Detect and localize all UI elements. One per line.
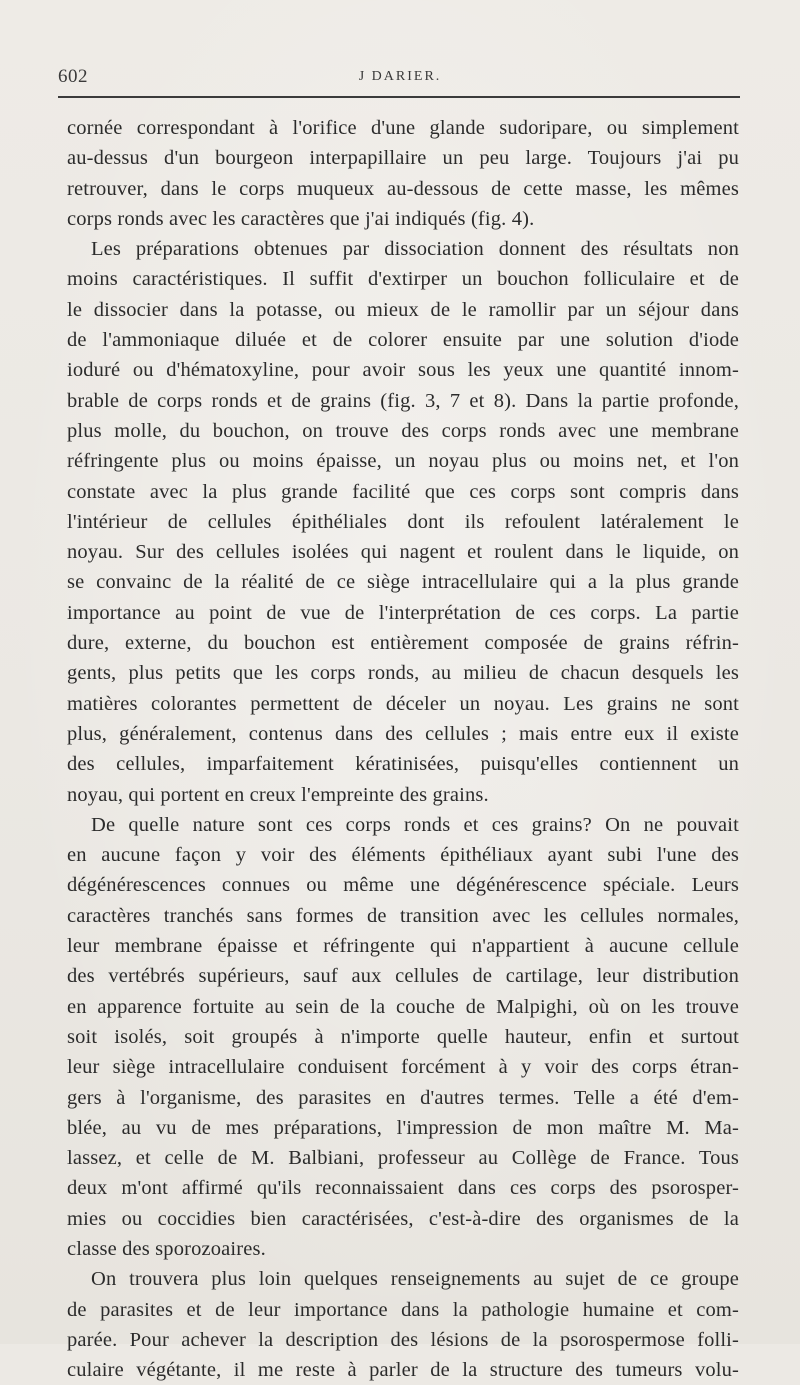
text-line: le dissocier dans la potasse, ou mieux de le ramollir par un séjour dans (67, 298, 739, 321)
text-line: culaire végétante, il me reste à parler de la structure des tumeurs volu- (67, 1359, 739, 1382)
text-line: classe des sporozoaires. (67, 1237, 266, 1260)
text-line: parée. Pour achever la description des lésions de la psorospermose folli- (67, 1328, 739, 1351)
text-line: l'intérieur de cellules épithéliales dont ils refoulent latéralement le (67, 510, 739, 533)
paragraph (67, 113, 739, 234)
text-line: plus, généralement, contenus dans des cellules ; mais entre eux il existe (67, 722, 739, 745)
text-line: cornée correspondant à l'orifice d'une glande sudoripare, ou simplement (67, 117, 739, 139)
paragraph (67, 810, 739, 1264)
text-line: moins caractéristiques. Il suffit d'extirper un bouchon folliculaire et de (67, 268, 739, 291)
header-rule (58, 96, 740, 98)
text-line: ioduré ou d'hématoxyline, pour avoir sous les yeux une quantité innom- (67, 359, 739, 382)
text-line: leur membrane épaisse et réfringente qui n'appartient à aucune cellule (67, 935, 739, 958)
text-line: plus molle, du bouchon, on trouve des corps ronds avec une membrane (67, 419, 739, 442)
body-text (67, 113, 739, 1385)
text-line: mies ou coccidies bien caractérisées, c'est-à-dire des organismes de la (67, 1207, 739, 1230)
paragraph (67, 1264, 739, 1385)
text-line: lassez, et celle de M. Balbiani, professeur au Collège de France. Tous (67, 1147, 739, 1170)
text-line: de l'ammoniaque diluée et de colorer ensuite par une solution d'iode (67, 329, 739, 352)
text-line: blée, au vu de mes préparations, l'impression de mon maître M. Ma- (67, 1116, 739, 1139)
text-line: soit isolés, soit groupés à n'importe quelle hauteur, enfin et surtout (67, 1025, 739, 1048)
text-line: en apparence fortuite au sein de la couche de Malpighi, où on les trouve (67, 995, 739, 1018)
text-line: De quelle nature sont ces corps ronds et ces grains? On ne pouvait (91, 813, 739, 836)
text-line: leur siège intracellulaire conduisent forcément à y voir des corps étran- (67, 1056, 739, 1079)
text-line: constate avec la plus grande facilité que ces corps sont compris dans (67, 480, 739, 503)
text-line: retrouver, dans le corps muqueux au-dessous de cette masse, les mêmes (67, 177, 739, 200)
text-line: deux m'ont affirmé qu'ils reconnaissaient dans ces corps des psorosper- (67, 1177, 739, 1200)
running-head (58, 64, 742, 90)
text-line: gers à l'organisme, des parasites en d'autres termes. Telle a été d'em- (67, 1086, 739, 1109)
text-line: corps ronds avec les caractères que j'ai indiqués (fig. 4). (67, 207, 535, 230)
text-line: On trouvera plus loin quelques renseignements au sujet de ce groupe (91, 1268, 739, 1291)
text-line: des cellules, imparfaitement kératinisées, puisqu'elles contiennent un (67, 753, 739, 776)
page-number: 602 (58, 66, 88, 87)
text-line: gents, plus petits que les corps ronds, au milieu de chacun desquels les (67, 662, 739, 685)
text-line: noyau, qui portent en creux l'empreinte des grains. (67, 783, 489, 806)
text-line: au-dessus d'un bourgeon interpapillaire un peu large. Toujours j'ai pu (67, 147, 739, 170)
text-line: se convainc de la réalité de ce siège intracellulaire qui a la plus grande (67, 571, 739, 594)
text-line: noyau. Sur des cellules isolées qui nagent et roulent dans le liquide, on (67, 541, 739, 564)
running-title: J DARIER. (358, 69, 442, 84)
text-line: en aucune façon y voir des éléments épithéliaux ayant subi l'une des (67, 844, 739, 867)
text-line: réfringente plus ou moins épaisse, un noyau plus ou moins net, et l'on (67, 450, 739, 473)
text-line: des vertébrés supérieurs, sauf aux cellules de cartilage, leur distribution (67, 965, 739, 988)
text-line: importance au point de vue de l'interprétation de ces corps. La partie (67, 601, 739, 624)
text-line: dégénérescences connues ou même une dégénérescence spéciale. Leurs (67, 874, 739, 897)
text-line: Les préparations obtenues par dissociation donnent des résultats non (91, 238, 739, 261)
paragraph (67, 234, 739, 810)
text-line: de parasites et de leur importance dans la pathologie humaine et com- (67, 1298, 739, 1321)
text-line: dure, externe, du bouchon est entièrement composée de grains réfrin- (67, 632, 739, 655)
text-line: brable de corps ronds et de grains (fig. 3, 7 et 8). Dans la partie profonde, (67, 389, 739, 412)
text-line: caractères tranchés sans formes de transition avec les cellules normales, (67, 904, 739, 927)
text-line: matières colorantes permettent de déceler un noyau. Les grains ne sont (67, 692, 739, 715)
